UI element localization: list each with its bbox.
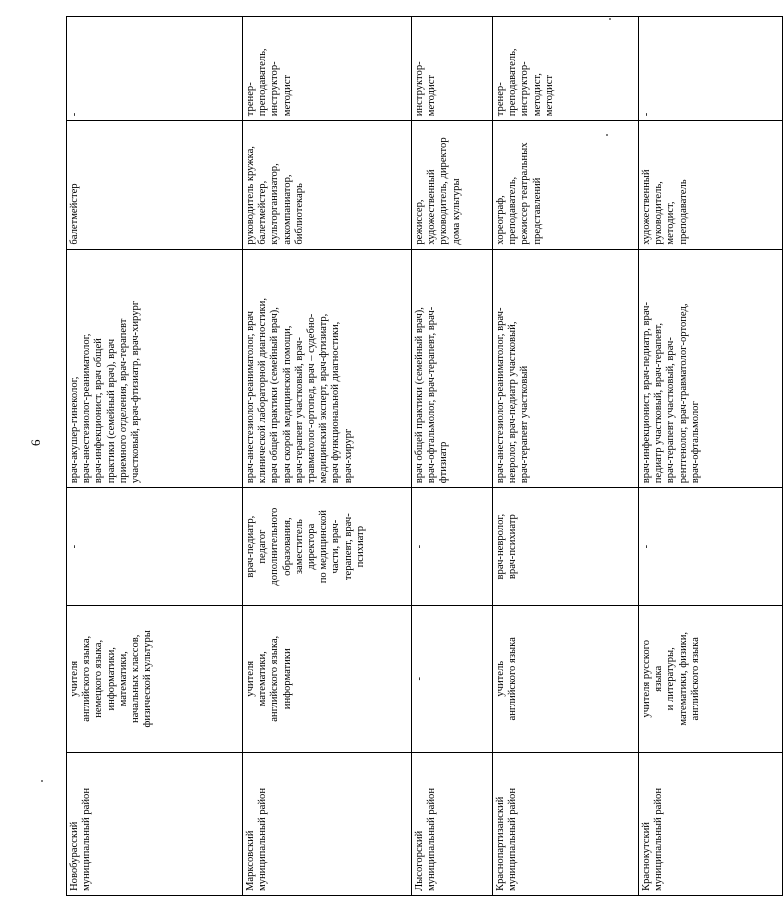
cell-text-line: методист <box>426 74 438 117</box>
cell-text-line: врач общей практики (семейный врач), <box>414 307 425 484</box>
cell-text-line: библиотекарь <box>293 183 305 245</box>
cell-text-line: математики, физики, <box>677 631 689 726</box>
cell-text-line: тренер- <box>495 82 506 117</box>
cell-text-line: Лысогорский <box>414 830 425 891</box>
cell-text-line: начальных классов, <box>130 634 142 723</box>
teachers-cell <box>67 606 243 753</box>
table-row <box>243 17 412 896</box>
cell-text-line: методист, <box>665 201 677 245</box>
cell-text-line: приемного отделения, врач-терапевт <box>117 318 129 484</box>
medical-staff-cell <box>412 488 493 606</box>
teachers-cell <box>493 606 639 753</box>
medical-staff-cell <box>67 488 243 606</box>
cell-text-line: математики, <box>257 651 269 707</box>
cell-text-line: режиссер, <box>414 199 425 245</box>
cell-text-line: врач-акушер-гинеколог, <box>69 376 80 484</box>
cell-text-line: - <box>641 544 652 549</box>
cell-text-line: врач-анестезиолог-реаниматолог, врач <box>245 311 256 484</box>
cell-text-line: муниципальный район <box>653 788 665 891</box>
cell-text-line: информатики, <box>105 647 117 711</box>
culture-cell <box>493 121 639 249</box>
table-row <box>67 17 243 896</box>
sport-cell <box>493 17 639 121</box>
cell-text-line: - <box>414 677 425 681</box>
doctors-cell <box>493 249 639 488</box>
cell-text-line: невролог, врач-педиатр участковый, <box>507 321 519 484</box>
cell-text-line: муниципальный район <box>426 788 438 891</box>
cell-text-line: психиатр <box>354 525 366 568</box>
cell-text-line: врач-терапевт участковый, врач- <box>665 337 677 484</box>
vacancy-table <box>66 16 783 896</box>
doctors-cell <box>243 249 412 488</box>
cell-text-line: врач функциональной диагностики, <box>330 321 342 484</box>
cell-text-line: культорганизатор, <box>269 163 281 245</box>
cell-text-line: методист <box>281 74 293 117</box>
culture-cell <box>243 121 412 249</box>
cell-text-line: руководитель кружка, <box>245 146 256 245</box>
table-row <box>639 17 783 896</box>
page-number: 6 <box>28 439 43 446</box>
cell-text-line: руководитель, директор <box>438 137 450 245</box>
cell-text-line: части, врач- <box>330 519 342 574</box>
cell-text-line: руководитель, <box>653 181 665 245</box>
district-cell <box>243 752 412 895</box>
table-row <box>493 17 639 896</box>
cell-text-line: по медицинской <box>318 510 330 584</box>
cell-text-line: преподаватель, <box>507 176 519 245</box>
cell-text-line: английского языка, <box>81 635 93 722</box>
teachers-cell <box>639 606 783 753</box>
scan-speck <box>41 780 43 782</box>
cell-text-line: муниципальный район <box>81 788 93 891</box>
cell-text-line: Краснопартизанский <box>495 796 506 891</box>
cell-text-line: методист <box>543 74 555 117</box>
cell-text-line: дополнительного <box>269 507 281 586</box>
sport-cell <box>67 17 243 121</box>
cell-text-line: врач-хирург <box>342 428 354 484</box>
doctors-cell <box>412 249 493 488</box>
cell-text-line: врач-невролог, <box>495 513 506 580</box>
cell-text-line: практики (семейный врач), врач <box>105 338 117 484</box>
sport-cell <box>243 17 412 121</box>
district-cell <box>639 752 783 895</box>
cell-text-line: представлений <box>531 177 543 245</box>
cell-text-line: муниципальный район <box>507 788 519 891</box>
culture-cell <box>412 121 493 249</box>
cell-text-line: преподаватель <box>677 179 689 245</box>
cell-text-line: врач-анестезиолог-реаниматолог, врач- <box>495 307 506 484</box>
cell-text-line: балетмейстер <box>69 183 80 245</box>
cell-text-line: инструктор- <box>269 61 281 117</box>
cell-text-line: английского языка, <box>269 635 281 722</box>
cell-text-line: физической культуры <box>142 630 154 728</box>
cell-text-line: врач-педиатр, <box>245 515 256 578</box>
cell-text-line: фтизиатр <box>438 441 450 484</box>
cell-text-line: преподаватель, <box>257 48 269 117</box>
culture-cell <box>639 121 783 249</box>
cell-text-line: учителя русского <box>641 640 652 718</box>
cell-text-line: терапевт, врач- <box>342 513 354 581</box>
cell-text-line: художественный <box>641 169 652 245</box>
cell-text-line: учителя <box>69 660 80 697</box>
cell-text-line: аккомпаниатор, <box>281 174 293 245</box>
cell-text-line: директора <box>306 523 318 570</box>
cell-text-line: Краснокутский <box>641 822 652 891</box>
doctors-cell <box>67 249 243 488</box>
cell-text-line: врач-анестезиолог-реаниматолог, <box>81 333 93 484</box>
cell-text-line: врач общей практики (семейный врач), <box>269 307 281 484</box>
cell-text-line: инструктор- <box>519 61 531 117</box>
cell-text-line: информатики <box>281 648 293 710</box>
cell-text-line: Марксовский <box>245 830 256 891</box>
cell-text-line: заместитель <box>293 519 305 575</box>
cell-text-line: немецкого языка, <box>93 639 105 718</box>
sport-cell <box>639 17 783 121</box>
cell-text-line: медицинский эксперт, врач-фтизиатр, <box>318 313 330 484</box>
teachers-cell <box>412 606 493 753</box>
cell-text-line: - <box>641 112 652 117</box>
cell-text-line: английского языка <box>507 637 519 721</box>
culture-cell <box>67 121 243 249</box>
cell-text-line: - <box>69 544 80 549</box>
cell-text-line: клинической лабораторной диагностики, <box>257 298 269 484</box>
cell-text-line: методист, <box>531 73 543 117</box>
sport-cell <box>412 17 493 121</box>
cell-text-line: педагог <box>257 529 269 564</box>
cell-text-line: - <box>69 112 80 117</box>
cell-text-line: учитель <box>495 660 506 697</box>
table-body <box>67 17 783 896</box>
cell-text-line: врач-офтальмолог, врач-терапевт, врач- <box>426 306 438 484</box>
cell-text-line: травматолог-ортопед, врач – судебно- <box>306 313 318 484</box>
cell-text-line: врач скорой медицинской помощи, <box>281 325 293 484</box>
cell-text-line: участковый, врач-фтизиатр, врач-хирург <box>130 300 142 484</box>
cell-text-line: и литературы, <box>665 647 677 711</box>
doctors-cell <box>639 249 783 488</box>
cell-text-line: математики, <box>117 651 129 707</box>
cell-text-line: тренер- <box>245 82 256 117</box>
cell-text-line: преподаватель, <box>507 48 519 117</box>
cell-text-line: учителя <box>245 660 256 697</box>
cell-text-line: хореограф, <box>495 195 506 245</box>
cell-text-line: рентгенолог, врач-травматолог-ортопед, <box>677 303 689 484</box>
cell-text-line: врач-терапевт участковый, врач- <box>293 337 305 484</box>
cell-text-line: дома культуры <box>450 178 462 245</box>
table-container <box>66 16 701 896</box>
cell-text-line: инструктор- <box>414 61 425 117</box>
cell-text-line: - <box>414 544 425 549</box>
cell-text-line: врач-инфекционист, врач общей <box>93 338 105 484</box>
teachers-cell <box>243 606 412 753</box>
cell-text-line: образования, <box>281 517 293 576</box>
cell-text-line: врач-инфекционист, врач-педиатр, врач- <box>641 302 652 484</box>
cell-text-line: врач-офтальмолог <box>689 401 701 484</box>
medical-staff-cell <box>639 488 783 606</box>
cell-text-line: английского языка <box>689 637 701 721</box>
cell-text-line: языка <box>653 665 665 692</box>
district-cell <box>67 752 243 895</box>
medical-staff-cell <box>493 488 639 606</box>
cell-text-line: муниципальный район <box>257 788 269 891</box>
cell-text-line: педиатр участковый, врач-терапевт, <box>653 322 665 484</box>
table-row <box>412 17 493 896</box>
medical-staff-cell <box>243 488 412 606</box>
cell-text-line: Новобурасский <box>69 821 80 891</box>
cell-text-line: врач-терапевт участковый <box>519 365 531 484</box>
district-cell <box>412 752 493 895</box>
cell-text-line: режиссер театральных <box>519 142 531 245</box>
cell-text-line: художественный <box>426 169 438 245</box>
cell-text-line: балетмейстер, <box>257 180 269 245</box>
cell-text-line: врач-психиатр <box>507 514 519 580</box>
district-cell <box>493 752 639 895</box>
